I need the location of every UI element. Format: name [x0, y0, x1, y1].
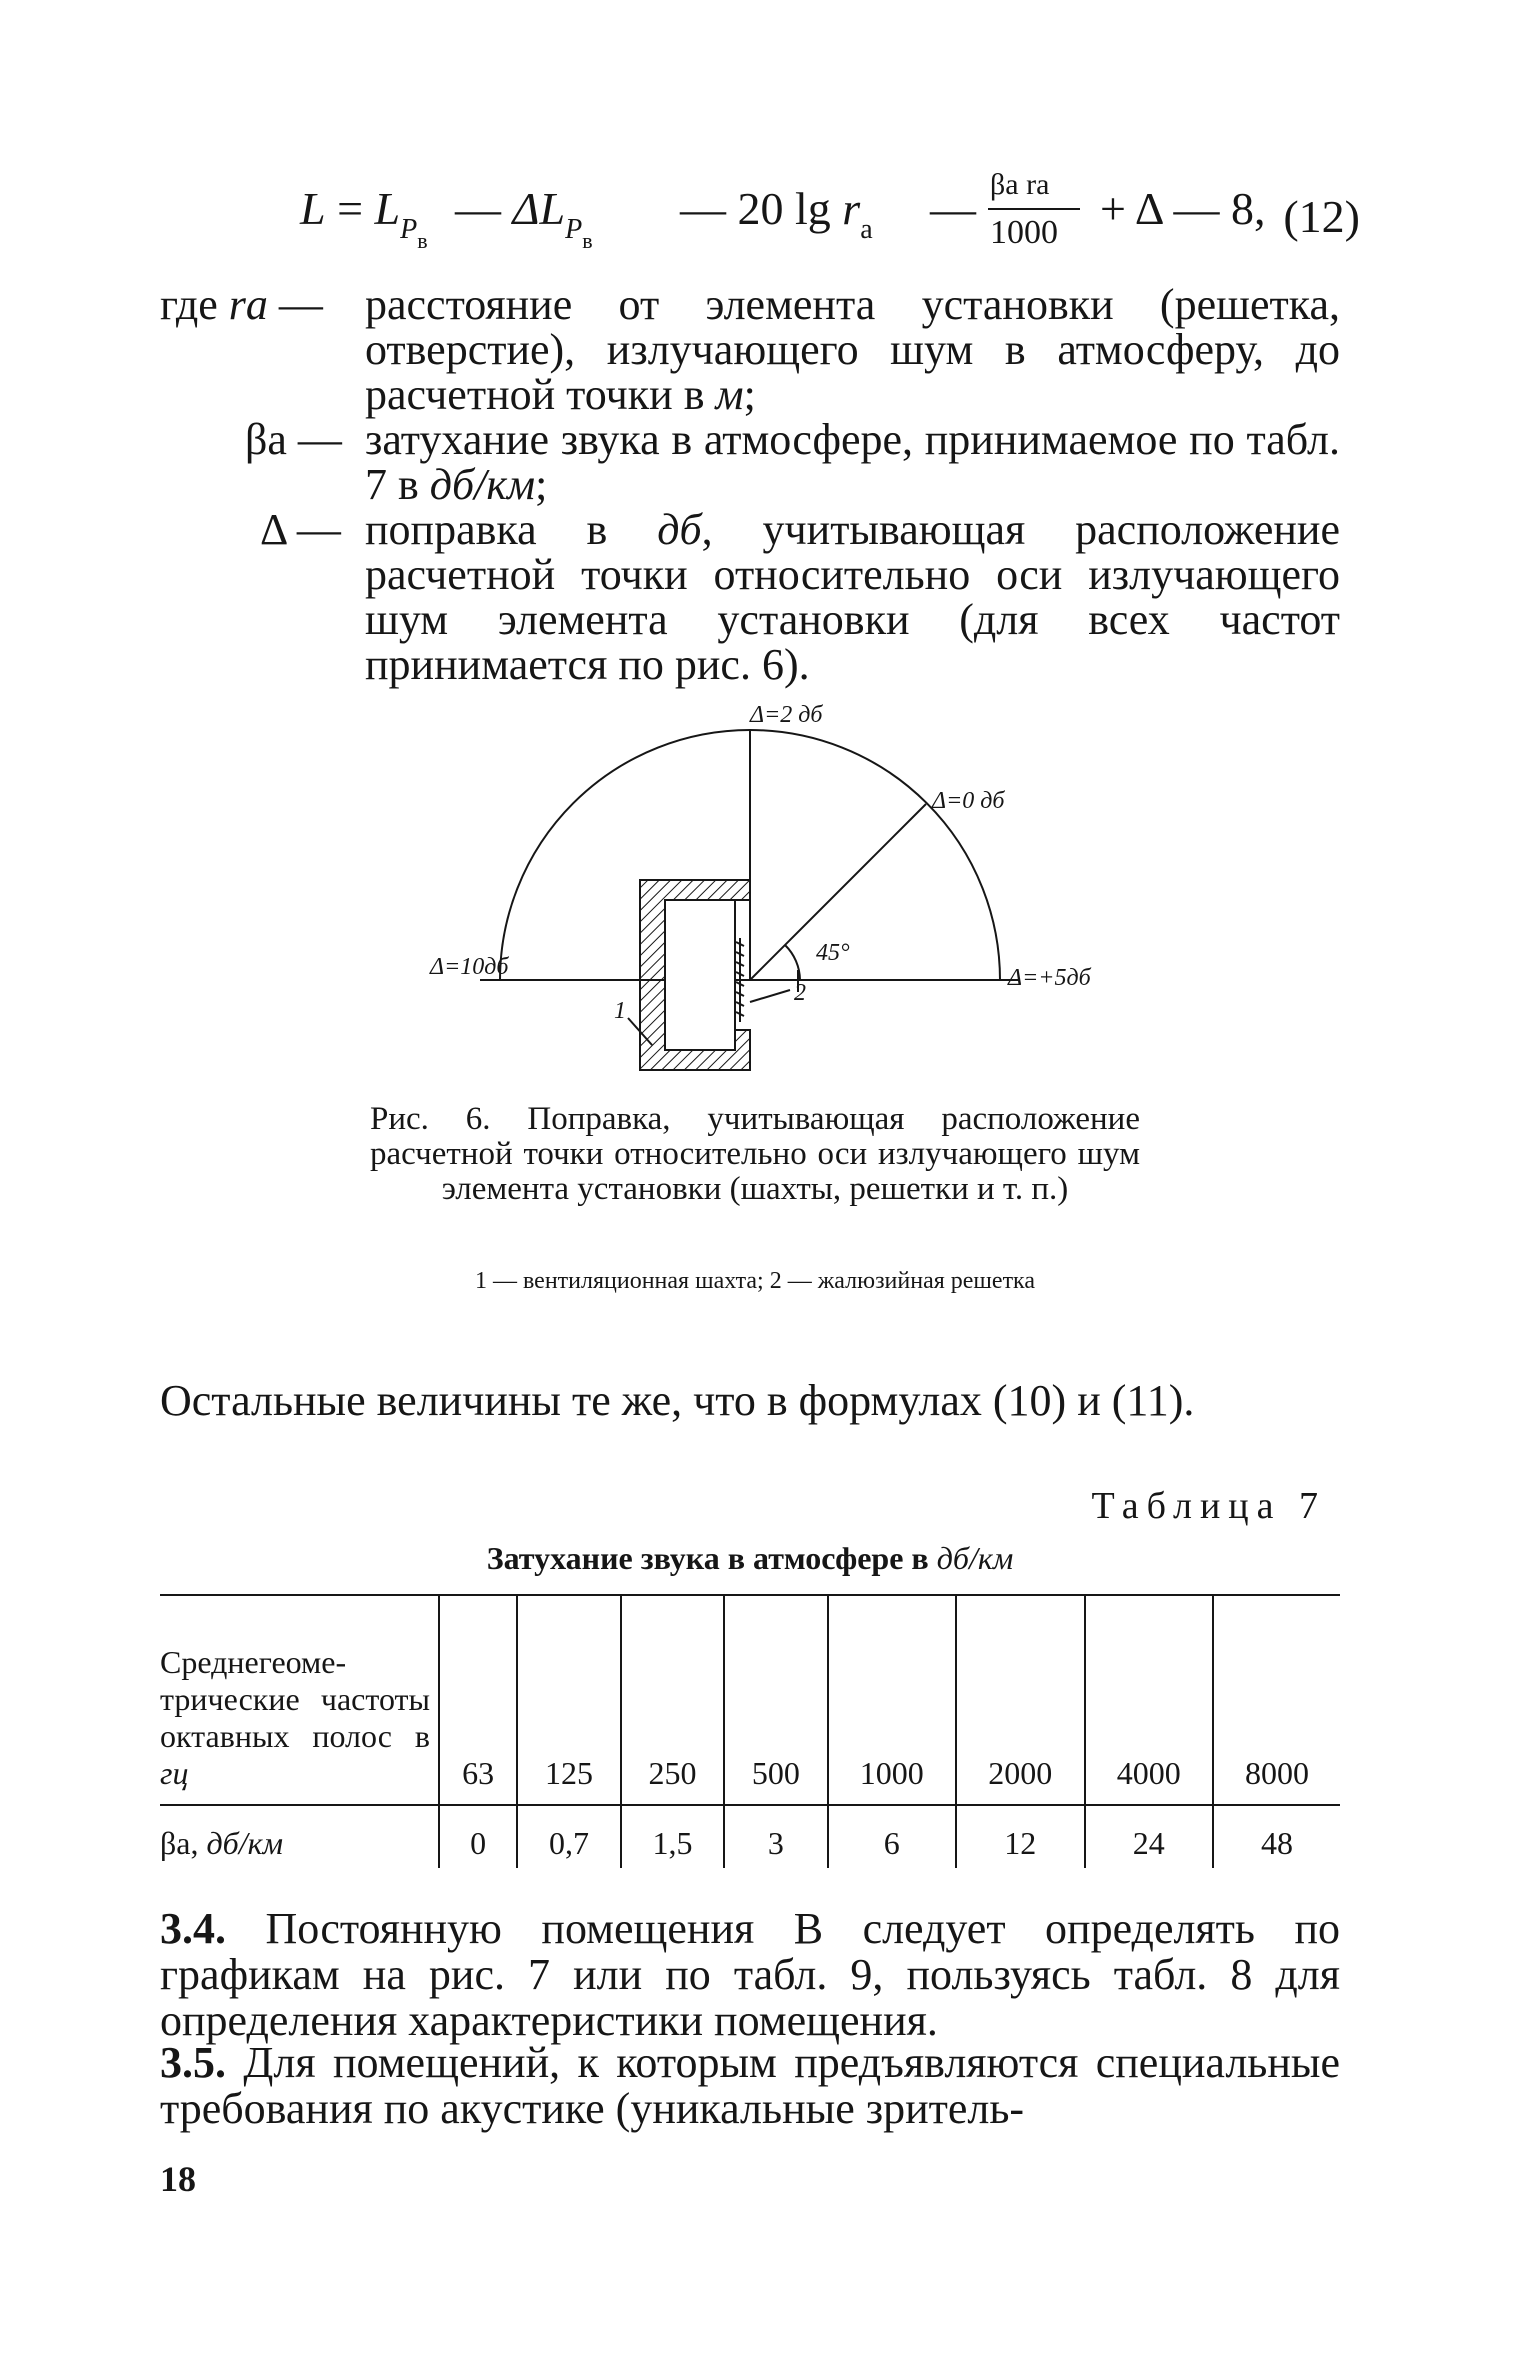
formula-v-sub: в [417, 228, 428, 253]
definition-text-delta-before: поправка в [365, 505, 608, 554]
marker-1: 1 [614, 998, 626, 1024]
table-header-cell: 250 [621, 1595, 724, 1805]
definition-symbol-ra: rа [228, 280, 268, 329]
definition-unit-delta: дб [657, 505, 702, 554]
table-title-unit: дб/км [936, 1540, 1014, 1576]
definition-end: ; [535, 460, 548, 509]
definition-text-beta: затухание звука в атмосфере, принимаемое по табл. 7 в [365, 415, 1340, 509]
table-header-unit: гц [160, 1755, 189, 1791]
definition-prefix: где [160, 280, 218, 329]
formula-p-sub-2: P [565, 214, 583, 245]
table-header-label-text: Среднегеометрические частоты октавных полос в [160, 1644, 430, 1754]
formula-12 [300, 160, 1360, 290]
figure-legend: 1 — вентиляционная шахта; 2 — жалюзийная решетка [474, 1268, 1035, 1294]
formula-minus-1: — [455, 183, 501, 234]
formula-minus-3: — [930, 183, 976, 234]
label-angle-45: 45° [816, 940, 850, 966]
table-cell: 3 [724, 1805, 827, 1868]
table-cell: 0,7 [517, 1805, 620, 1868]
definition-text-ra: расстояние от элемента установки (решетка, отверстие), излучающего шум в атмосферу, до расчетной точки в [365, 280, 1340, 419]
formula-v-sub-2: в [582, 228, 593, 253]
table-header-label [160, 1595, 439, 1805]
definition-symbol-beta: βа [245, 415, 287, 464]
table-header-cell: 500 [724, 1595, 827, 1805]
section-3-5 [160, 2040, 1340, 2132]
table-7 [160, 1594, 1340, 1868]
table-header-cell: 125 [517, 1595, 620, 1805]
definition-symbol-delta: Δ [260, 505, 286, 554]
figure-caption: Рис. 6. Поправка, учитывающая расположение расчетной точки относительно оси излучающего шум элемента установки (шахты, решетки и т. п.) [370, 1101, 1140, 1207]
table-label: Таблица 7 [1091, 1485, 1326, 1527]
definition-text-delta: , учитывающая расположение расчетной точки относительно оси излучающего шум элемента установки (для всех частот принимается по рис. 6). [365, 505, 1340, 689]
table-row [160, 1805, 1340, 1868]
formula-lp: L [374, 183, 401, 234]
formula-frac-num: βа rа [990, 168, 1050, 201]
leader-2 [750, 990, 790, 1002]
table-cell: 48 [1213, 1805, 1340, 1868]
definition-dash: — [297, 415, 342, 464]
table-header-cell: 63 [439, 1595, 517, 1805]
table-cell: 1,5 [621, 1805, 724, 1868]
definition-end: ; [743, 370, 756, 419]
table-cell: 6 [828, 1805, 956, 1868]
table-header-cell: 8000 [1213, 1595, 1340, 1805]
figure-6 [420, 700, 1120, 1090]
table-row-unit: дб/км [206, 1825, 284, 1861]
section-3-4-text: Постоянную помещения B следует определять по графикам на рис. 7 или по табл. 9, пользуясь табл. 8 для определения характеристики помещения. [160, 1904, 1340, 2045]
formula-frac-den: 1000 [990, 214, 1058, 251]
definition-dash: — [278, 280, 323, 329]
definitions [160, 282, 1340, 687]
section-3-4-number: 3.4. [160, 1904, 226, 1953]
definition-unit-beta: дб/км [429, 460, 536, 509]
definition-delta [160, 507, 1340, 687]
definition-unit-ra: м [715, 370, 744, 419]
formula-lhs: L [300, 183, 326, 234]
marker-2: 2 [794, 980, 806, 1006]
formula-plus-delta: + Δ — 8, [1100, 183, 1266, 234]
table-cell: 0 [439, 1805, 517, 1868]
formula-eq: = [337, 183, 364, 234]
table-header-cell: 2000 [956, 1595, 1084, 1805]
table-header-cell: 1000 [828, 1595, 956, 1805]
attenuation-table [160, 1594, 1340, 1868]
label-delta-45: Δ=0 дб [932, 788, 1005, 814]
figure-6-diagram [420, 700, 1120, 1090]
formula-20lg: 20 lg [737, 183, 831, 234]
section-3-5-number: 3.5. [160, 2038, 226, 2087]
definition-dash: — [296, 505, 341, 554]
table-header-cell: 4000 [1085, 1595, 1213, 1805]
formula-number: (12) [1283, 191, 1360, 242]
table-title [160, 1540, 1340, 1577]
label-delta-top: Δ=2 дб [750, 702, 823, 728]
table-row-label-text: βа, [160, 1825, 199, 1861]
page-number: 18 [160, 2159, 196, 2199]
shaft-interior [665, 900, 735, 1050]
definition-ra [160, 282, 1340, 417]
section-3-5-text: Для помещений, к которым предъявляются специальные требования по акустике (уникальные зритель- [160, 2038, 1341, 2133]
table-header-row [160, 1595, 1340, 1805]
section-3-4 [160, 1906, 1340, 2044]
paragraph-other-values: Остальные величины те же, что в формулах (10) и (11). [160, 1376, 1195, 1425]
label-delta-left: Δ=10дб [430, 954, 509, 980]
formula-frac-bar [988, 208, 1080, 210]
table-cell: 12 [956, 1805, 1084, 1868]
formula-minus-2: — [680, 183, 726, 234]
label-delta-right: Δ=+5дб [1008, 965, 1091, 991]
formula-p-sub: P [400, 214, 418, 245]
formula-delta-l: ΔL [512, 183, 566, 234]
table-row-label [160, 1805, 439, 1868]
formula-r: r [842, 183, 861, 234]
table-title-text: Затухание звука в атмосфере в [486, 1540, 929, 1576]
table-cell: 24 [1085, 1805, 1213, 1868]
definition-beta [160, 417, 1340, 507]
formula-a-sub: а [860, 214, 873, 245]
